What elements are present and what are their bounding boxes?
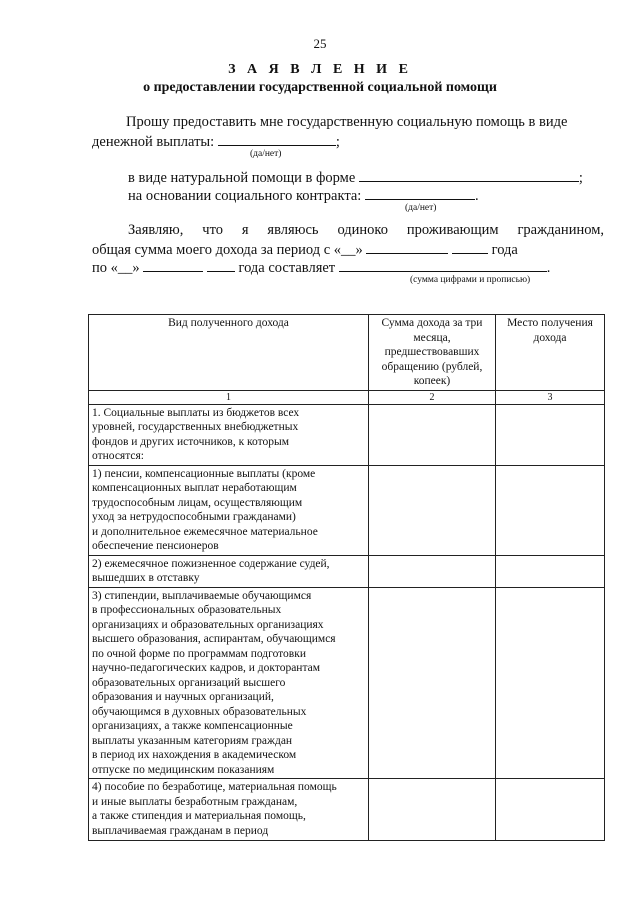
table-row (89, 404, 605, 465)
paragraph3-line1: Заявляю, что я являюсь одиноко проживающим гражданином, (128, 222, 604, 238)
header-income-amount: Сумма дохода за три месяца, предшествовавших обращению (рублей, копеек) (369, 315, 496, 391)
income-amount-field[interactable] (339, 258, 547, 272)
period-from-month-field[interactable] (366, 240, 448, 254)
amount-label: года составляет (238, 260, 336, 276)
income-table (88, 314, 605, 841)
income-place-cell[interactable] (496, 404, 605, 465)
table-row (89, 779, 605, 841)
income-amount-cell[interactable] (369, 587, 496, 779)
period-to-year-field[interactable] (207, 258, 235, 272)
income-amount-cell[interactable] (369, 779, 496, 841)
paragraph1-line1: Прошу предоставить мне государственную социальную помощь в виде (126, 114, 568, 130)
table-header-row (89, 315, 605, 391)
period-from-year-field[interactable] (452, 240, 488, 254)
table-row (89, 587, 605, 779)
table-row (89, 555, 605, 587)
table-row (89, 465, 605, 555)
natural-aid-label: в виде натуральной помощи в форме (128, 170, 356, 186)
column-number: 3 (496, 390, 605, 404)
column-number: 1 (89, 390, 369, 404)
natural-aid-form-field[interactable] (359, 168, 579, 182)
income-amount-cell[interactable] (369, 404, 496, 465)
period-from-year-label: года (491, 242, 518, 258)
social-contract-hint: (да/нет) (405, 203, 437, 213)
paragraph2-line2 (128, 186, 604, 205)
social-contract-label: на основании социального контракта: (128, 188, 362, 204)
income-type-cell: 4) пособие по безработице, материальная помощь и иные выплаты безработным гражданам, а также стипендия и материальная помощь, выплачиваемая гражданам в период (89, 779, 369, 841)
period-from-label: общая сумма моего дохода за период с «__» (92, 242, 363, 258)
social-contract-field[interactable] (365, 186, 475, 200)
header-income-place: Место получения дохода (496, 315, 605, 391)
header-income-type: Вид полученного дохода (89, 315, 369, 391)
column-number: 2 (369, 390, 496, 404)
income-place-cell[interactable] (496, 779, 605, 841)
income-amount-hint: (сумма цифрами и прописью) (410, 275, 531, 285)
income-type-cell: 1) пенсии, компенсационные выплаты (кроме компенсационных выплат неработающим трудоспособным лицам, осуществляющим уход за нетрудоспособными гражданами) и дополнительное ежемесячное материальное обеспечение пенсионеров (89, 465, 369, 555)
document-subtitle: о предоставлении государственной социальной помощи (143, 80, 497, 95)
income-place-cell[interactable] (496, 555, 605, 587)
paragraph2-line2-end: . (474, 188, 479, 204)
cash-payment-hint: (да/нет) (250, 149, 282, 159)
paragraph1-end: ; (335, 134, 340, 150)
period-to-label: по «__» (92, 260, 140, 276)
income-amount-cell[interactable] (369, 465, 496, 555)
income-amount-cell[interactable] (369, 555, 496, 587)
paragraph2-line1-end: ; (578, 170, 583, 186)
cash-payment-field[interactable] (218, 132, 336, 146)
paragraph1-line2 (92, 132, 602, 151)
page-number: 25 (313, 36, 327, 51)
income-type-cell: 2) ежемесячное пожизненное содержание судей, вышедших в отставку (89, 555, 369, 587)
period-to-month-field[interactable] (143, 258, 203, 272)
income-place-cell[interactable] (496, 587, 605, 779)
paragraph3-end: . (546, 260, 551, 276)
income-type-cell: 1. Социальные выплаты из бюджетов всех уровней, государственных внебюджетных фондов и других источников, к которым относятся: (89, 404, 369, 465)
column-number-row (89, 390, 605, 404)
income-type-cell: 3) стипендии, выплачиваемые обучающимся в профессиональных образовательных организациях и образовательных организациях высшего образования, аспирантам, обучающимся по очной форме по программам подготовки научно-педагогических кадров, и докторантам образовательных организаций высшего образования и научных организаций, обучающимся в духовных образовательных организациях, а также компенсационные выплаты указанным категориям граждан в период их нахождения в академическом отпуске по медицинским показаниям (89, 587, 369, 779)
paragraph1-label: денежной выплаты: (92, 134, 215, 150)
document-title: З А Я В Л Е Н И Е (228, 62, 412, 77)
paragraph2-line1 (128, 168, 604, 187)
income-place-cell[interactable] (496, 465, 605, 555)
paragraph3-line2 (92, 240, 602, 259)
